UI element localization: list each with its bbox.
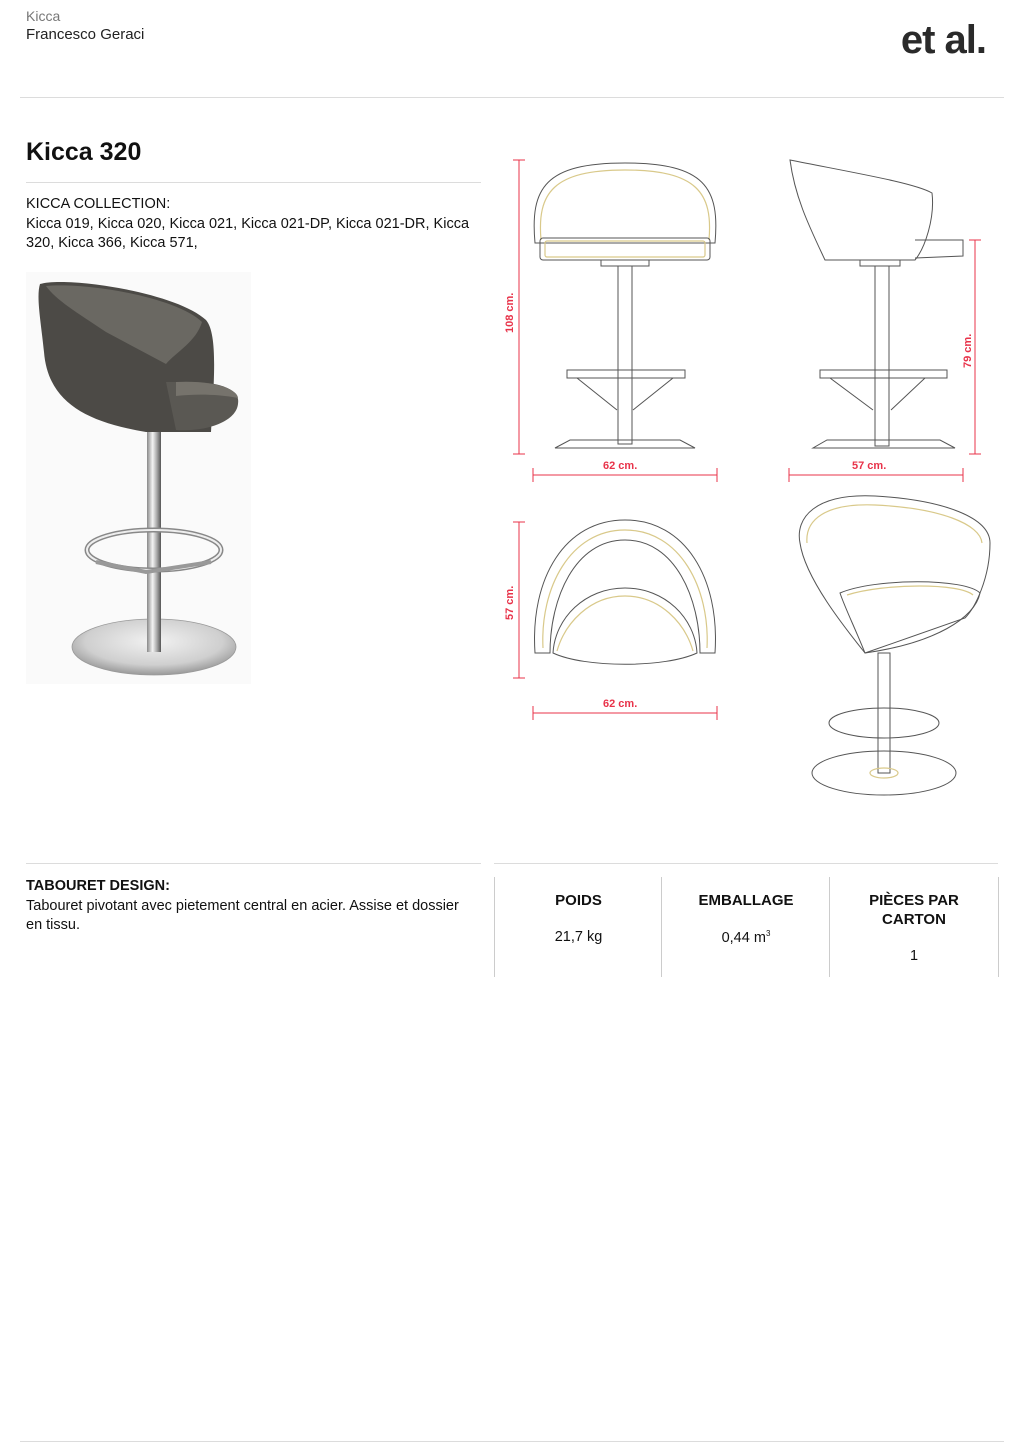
front-height-label: 108 cm. <box>504 292 516 333</box>
packaging-unit-sup: 3 <box>765 929 771 938</box>
designer-name: Francesco Geraci <box>26 26 145 43</box>
title-divider <box>26 182 481 183</box>
perspective-drawing <box>799 496 990 795</box>
header-divider <box>20 97 1004 98</box>
front-width-label: 62 cm. <box>603 460 638 472</box>
side-height-label: 79 cm. <box>962 333 974 368</box>
desc-divider <box>26 863 481 864</box>
footer-divider <box>20 1441 1004 1442</box>
technical-drawings <box>495 148 1005 828</box>
packaging-value: 0,44 m <box>721 929 766 946</box>
specs-divider <box>494 863 998 864</box>
top-depth-label: 57 cm. <box>504 585 516 620</box>
description-title: TABOURET DESIGN: <box>26 878 170 894</box>
pieces-value: 1 <box>909 948 919 964</box>
spec-weight <box>494 877 662 977</box>
brand-name: Kicca <box>26 8 61 24</box>
top-view-drawing <box>504 520 717 720</box>
spec-pieces <box>829 877 999 977</box>
collection-label: KICCA COLLECTION: <box>26 196 171 212</box>
collection-list: Kicca 019, Kicca 020, Kicca 021, Kicca 021-DP, Kicca 021-DR, Kicca 320, Kicca 366, Kicca 571, <box>26 216 470 251</box>
side-view-drawing <box>789 160 981 482</box>
spec-packaging <box>661 877 830 977</box>
packaging-label: EMBALLAGE <box>698 892 794 909</box>
packaging-value-wrap <box>662 929 830 946</box>
product-photo <box>26 272 251 684</box>
weight-label: POIDS <box>555 892 602 909</box>
logo: et al. <box>900 18 986 62</box>
top-width-label: 62 cm. <box>603 698 638 710</box>
side-depth-label: 57 cm. <box>852 460 887 472</box>
weight-value: 21,7 kg <box>554 929 603 945</box>
pieces-label: PIÈCES PAR CARTON <box>869 892 959 928</box>
description-text: Tabouret pivotant avec pietement central en acier. Assise et dossier en tissu. <box>26 898 459 933</box>
front-view-drawing <box>504 160 717 482</box>
page-title: Kicca 320 <box>26 138 142 166</box>
